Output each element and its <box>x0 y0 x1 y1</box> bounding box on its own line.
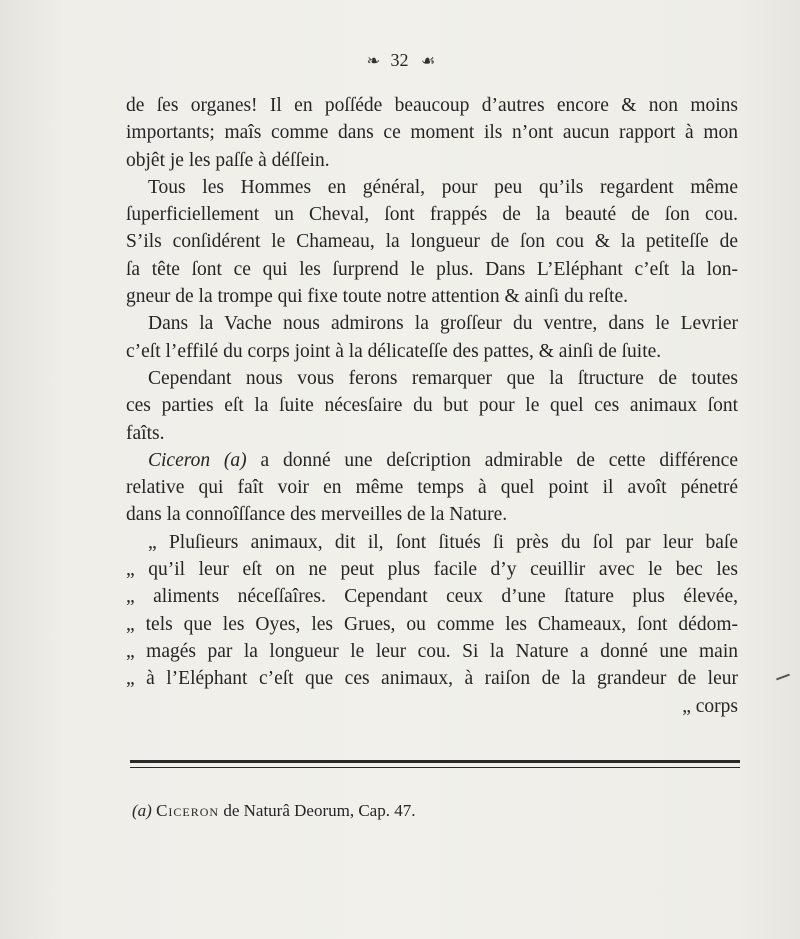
footnote-author: Ciceron <box>156 801 220 820</box>
quote-line: „ à l’Eléphant c’eſt que ces animaux, à raiſon de la grandeur de leur <box>126 668 738 690</box>
page-number: 32 <box>390 50 409 70</box>
footnote-text: de Naturâ Deorum, Cap. 47. <box>223 801 416 820</box>
quote-line: „ tels que les Oyes, les Grues, ou comme les Chameaux, ſont dédom- <box>126 613 738 635</box>
text-line: importants; maîs comme dans ce moment ils n’ont aucun rapport à mon <box>126 122 738 144</box>
ornament-right-icon: ☙ <box>421 53 434 70</box>
text-line: Cependant nous vous ferons remarquer que la ſtructure de toutes <box>148 367 738 389</box>
cited-author: Ciceron (a) <box>148 449 247 471</box>
quote-line: „ qu’il leur eſt on ne peut plus facile d’y ceuillir avec le bec les <box>126 559 738 581</box>
footnote <box>132 800 732 822</box>
text-line: Dans la Vache nous admirons la groſſeur du ventre, dans le Levrier <box>148 313 738 335</box>
margin-mark <box>776 674 790 681</box>
show-through <box>110 118 114 144</box>
text-line: relative qui faît voir en même temps à quel point il avoît pénetré <box>126 477 738 499</box>
quote-line: „ aliments néceſſaîres. Cependant ceux d’une ſtature plus élevée, <box>126 586 738 608</box>
text-line: ſuperficiellement un Cheval, ſont frappés de la beauté de ſon cou. <box>126 204 738 226</box>
text-line: ces parties eſt la ſuite nécesſaire du but pour le quel ces animaux ſont <box>126 395 738 417</box>
quote-line: „ magés par la longueur le leur cou. Si la Nature a donné une main <box>126 640 738 662</box>
text-line: gneur de la trompe qui fixe toute notre attention & ainſi du reſte. <box>126 286 628 308</box>
text-line: c’eſt l’effilé du corps joint à la délicateſſe des pattes, & ainſi de ſuite. <box>126 340 662 362</box>
footnote-rule-thick <box>130 760 740 763</box>
text-line: de ſes organes! Il en poſſéde beaucoup d’autres encore & non moins <box>126 95 738 116</box>
footnote-marker: (a) <box>132 801 152 820</box>
footnote-rule-thin <box>130 767 740 768</box>
text-line: S’ils conſidérent le Chameau, la longueur de ſon cou & la petiteſſe de <box>126 231 738 253</box>
quote-line: „ corps <box>682 695 738 717</box>
ornament-left-icon: ❧ <box>366 53 379 70</box>
body-text <box>126 92 738 720</box>
quote-line: „ Pluſieurs animaux, dit il, ſont ſitués ſi près du ſol par leur baſe <box>148 531 738 553</box>
text-line: Ciceron (a) a donné une deſcription admirable de cette différence <box>148 449 738 471</box>
text-line: objêt je les paſſe à déſſein. <box>126 149 330 171</box>
text-line: dans la connoîſſance des merveilles de la Nature. <box>126 504 508 526</box>
page-header <box>0 49 800 73</box>
text-line: ſa tête ſont ce qui les ſurprend le plus. Dans L’Eléphant c’eſt la lon- <box>126 258 738 280</box>
text-line: faîts. <box>126 422 165 444</box>
text-line: Tous les Hommes en général, pour peu qu’ils regardent même <box>148 176 738 198</box>
